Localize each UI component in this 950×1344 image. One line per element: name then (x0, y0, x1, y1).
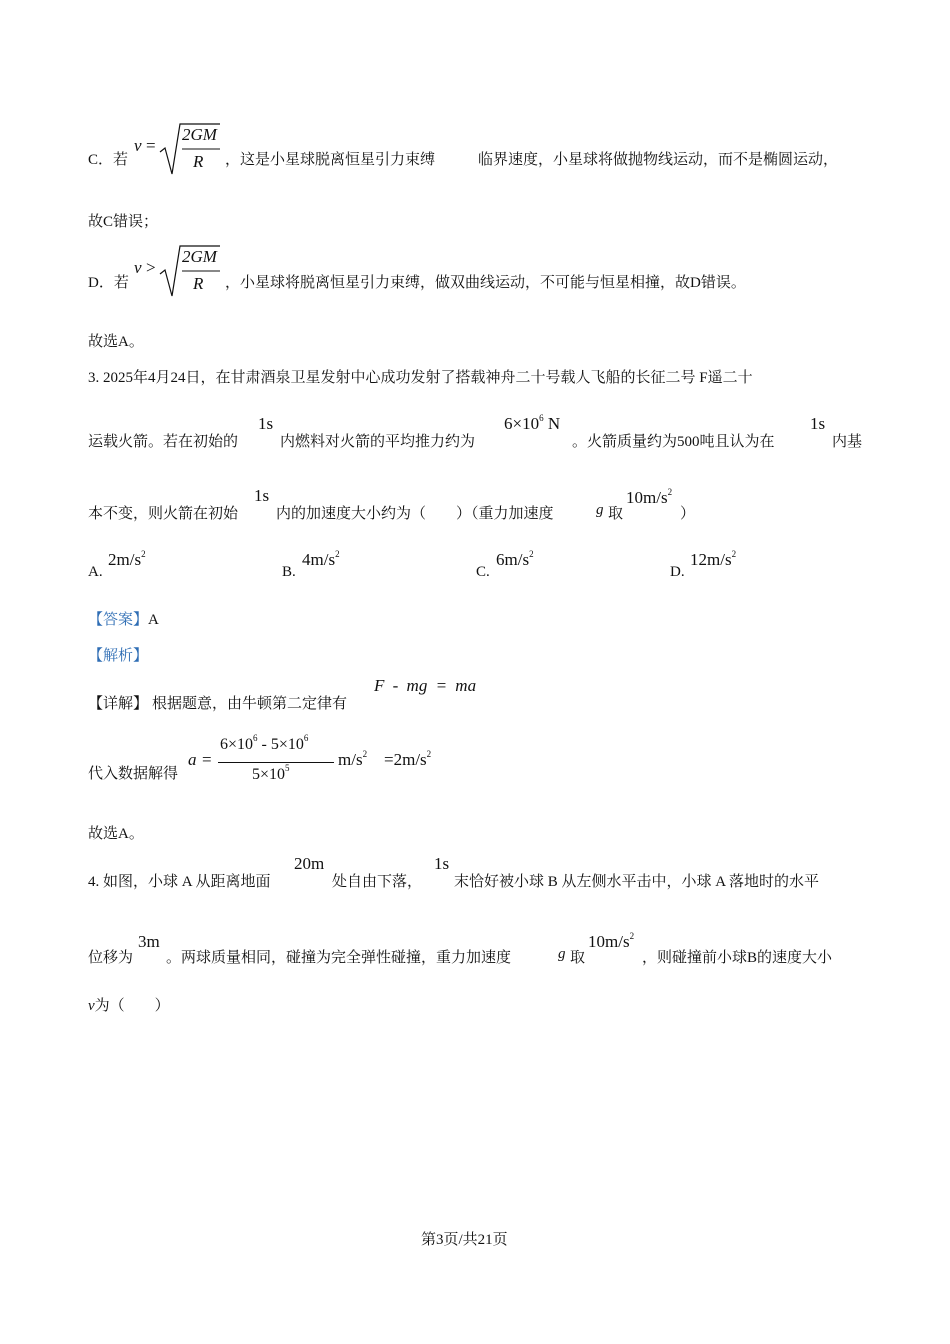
fraction-bar (218, 762, 334, 763)
time-value: 1s (258, 414, 274, 433)
time-value: 1s (810, 414, 826, 433)
text: 处自由下落， (332, 874, 423, 890)
equals-sign: = (202, 750, 212, 769)
option-d-label: D．若 (88, 275, 129, 291)
detail-line (88, 676, 588, 716)
fraction-numerator: 2GM (182, 125, 217, 144)
option-value: $6m/s^2$ (496, 549, 534, 569)
detail-tag: 【详解】 (88, 696, 149, 712)
calc-unit: $m/s^2$ (338, 749, 368, 769)
text: 内基 (832, 434, 863, 450)
option-label: A. (88, 564, 103, 580)
option-label: C. (476, 564, 490, 580)
option-label: B. (282, 564, 296, 580)
calc-denominator: $5\times 10^5$ (252, 763, 290, 783)
time-value: 1s (254, 486, 270, 505)
text: ，则碰撞前小球B的速度大小 (642, 950, 833, 966)
text: 本不变，则火箭在初始 (88, 506, 239, 522)
gravity-var: g (558, 946, 566, 962)
text: ） (680, 506, 696, 522)
text: 运载火箭。若在初始的 (88, 434, 239, 450)
analysis-tag: 【解析】 (88, 648, 149, 664)
text: 位移为 (88, 950, 134, 966)
calc-line (88, 734, 588, 790)
analysis-line (88, 644, 148, 665)
equals-sign: = (146, 136, 156, 155)
text: 内的加速度大小约为（ ）（重力加速度 (276, 506, 554, 522)
q3-stem-line2 (88, 414, 868, 454)
option-c-text-cont: 临界速度，小星球将做抛物线运动，而不是椭圆运动， (478, 152, 839, 168)
calc-result: $=2m/s^2$ (384, 749, 432, 769)
q3-options (88, 548, 868, 584)
text: 内燃料对火箭的平均推力约为 (280, 434, 476, 450)
q4-stem-line3 (88, 994, 170, 1015)
q4-stem-line1 (88, 852, 868, 892)
fraction-denominator: R (193, 152, 204, 171)
greater-than-sign: > (146, 258, 156, 277)
option-value: $12m/s^2$ (690, 549, 737, 569)
option-c-text: ，这是小星球脱离恒星引力束缚 (225, 152, 436, 168)
text: 取 (608, 506, 624, 522)
velocity-var: v (134, 136, 142, 155)
gravity-value: $10m/s^2$ (588, 931, 635, 951)
q4-stem-line2 (88, 928, 868, 968)
text: 为（ ） (94, 998, 170, 1014)
q3-stem-line3 (88, 486, 868, 526)
text: 4. 如图，小球 A 从距离地面 (88, 874, 271, 890)
text: 。两球质量相同，碰撞为完全弹性碰撞，重力加速度 (166, 950, 512, 966)
force-value: $6\times 10^6$ N (504, 413, 561, 433)
answer-line (88, 608, 159, 629)
gravity-var: g (596, 502, 604, 518)
conclusion-text: 故选A。 (88, 334, 144, 350)
accel-var: a (188, 750, 197, 769)
height-value: 20m (294, 854, 325, 873)
q3-stem-line1: 3. 2025年4月24日，在甘肃酒泉卫星发射中心成功发射了搭载神舟二十号载人飞船的长征二号 F遥二十 (88, 370, 753, 386)
page-number: 第3页/共21页 (421, 1232, 508, 1248)
option-value: $4m/s^2$ (302, 549, 340, 569)
calc-text: 代入数据解得 (88, 766, 179, 782)
displacement-value: 3m (138, 932, 160, 951)
option-c-conclusion: 故C错误； (88, 214, 159, 230)
answer-value: A (148, 612, 159, 628)
time-value: 1s (434, 854, 450, 873)
velocity-var: v (134, 258, 142, 277)
option-label: D. (670, 564, 685, 580)
detail-text: 根据题意，由牛顿第二定律有 (152, 696, 348, 712)
calc-numerator: $6\times 10^6 - 5\times 10^6$ (220, 733, 309, 753)
gravity-value: $10m/s^2$ (626, 487, 673, 507)
fraction-denominator: R (193, 274, 204, 293)
option-d-text: ，小星球将脱离恒星引力束缚，做双曲线运动，不可能与恒星相撞，故D错误。 (225, 275, 746, 291)
conclusion-text: 故选A。 (88, 826, 144, 842)
velocity-var: v (88, 998, 95, 1014)
newton-formula: F - mg = ma (374, 676, 477, 695)
option-c-label: C．若 (88, 152, 129, 168)
text: 末恰好被小球 B 从左侧水平击中，小球 A 落地时的水平 (454, 874, 820, 890)
answer-tag: 【答案】 (88, 612, 149, 628)
fraction-numerator: 2GM (182, 247, 217, 266)
text: 。火箭质量约为500吨且认为在 (572, 434, 775, 450)
text: 取 (570, 950, 586, 966)
option-value: $2m/s^2$ (108, 549, 146, 569)
